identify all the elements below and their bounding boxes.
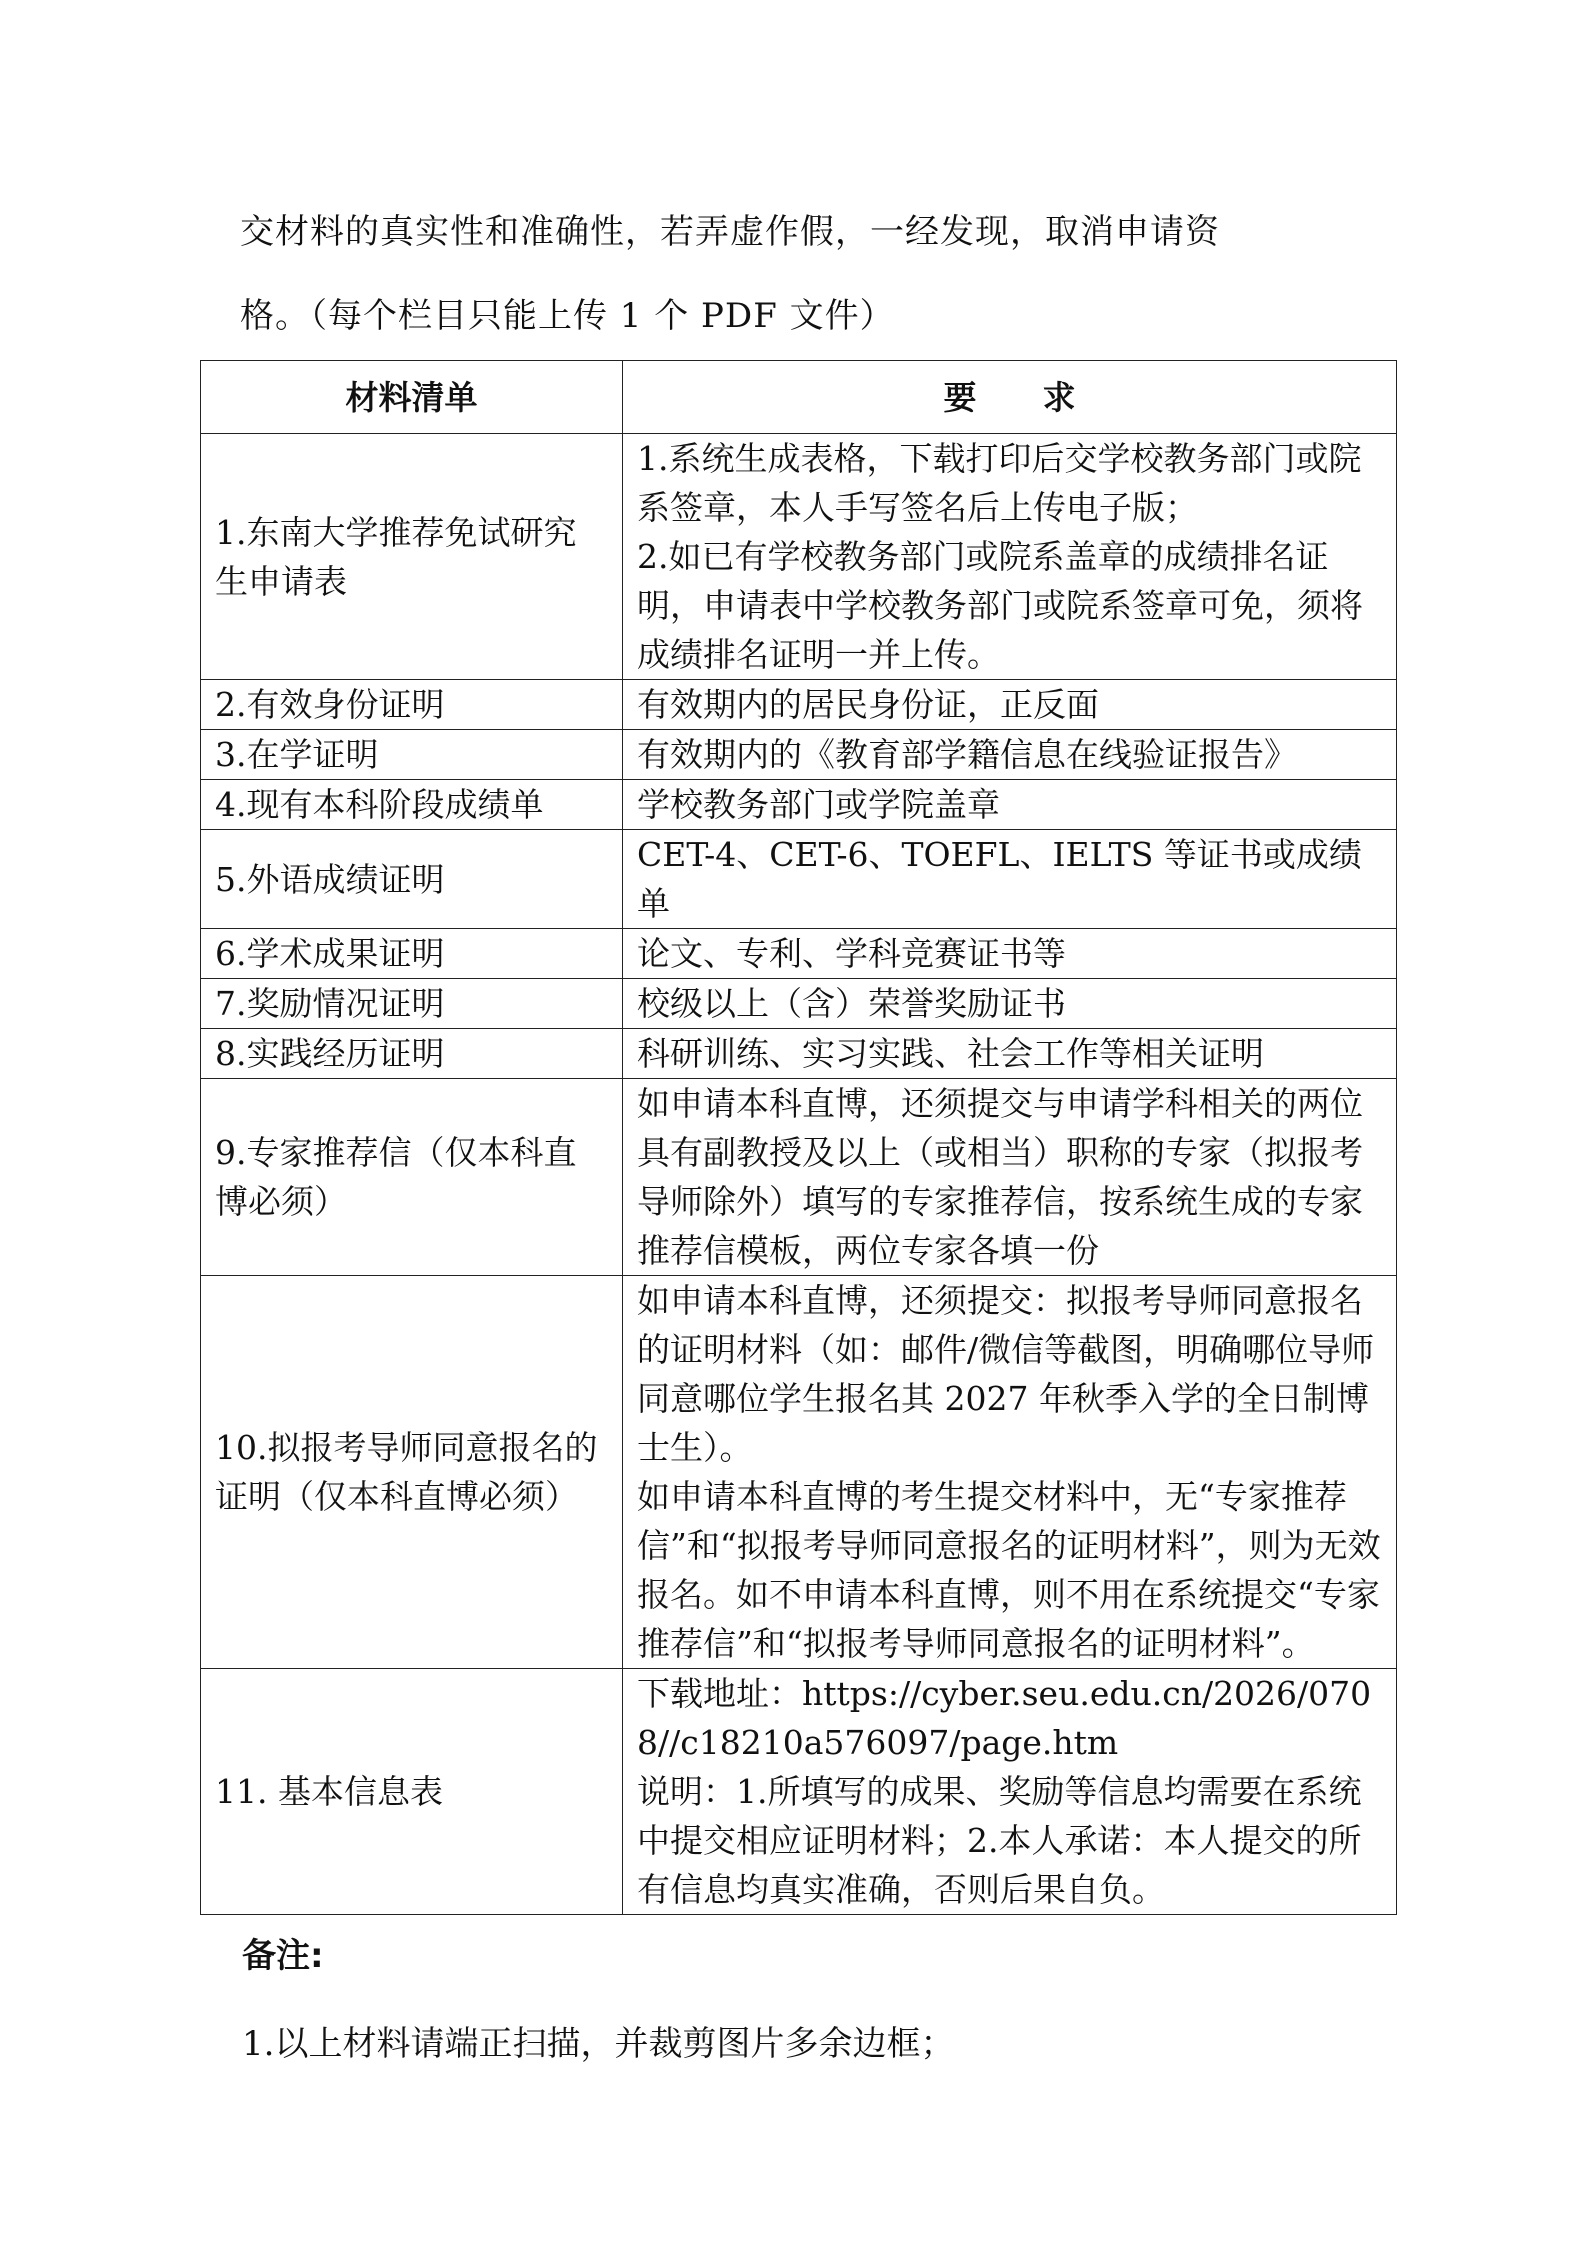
- requirement-cell: [623, 434, 1397, 680]
- requirement-cell: [623, 1029, 1397, 1079]
- material-cell: 11. 基本信息表: [201, 1669, 623, 1915]
- material-cell: 2.有效身份证明: [201, 680, 623, 730]
- material-cell: 4.现有本科阶段成绩单: [201, 780, 623, 830]
- requirement-cell: [623, 830, 1397, 929]
- requirement-text: 科研训练、实习实践、社会工作等相关证明: [637, 1034, 1264, 1073]
- table-header-row: [201, 361, 1397, 434]
- material-cell: 7.奖励情况证明: [201, 979, 623, 1029]
- requirement-text: 下载地址：https://cyber.seu.edu.cn/2026/0708//c18210a576097/page.htm: [637, 1674, 1372, 1762]
- requirement-text: 如申请本科直博，还须提交：拟报考导师同意报名的证明材料（如：邮件/微信等截图，明确哪位导师同意哪位学生报名其 2027 年秋季入学的全日制博士生）。: [637, 1281, 1375, 1467]
- requirement-text: CET-4、CET-6、TOEFL、IELTS 等证书或成绩单: [637, 835, 1362, 923]
- table-row: [201, 730, 1397, 780]
- requirement-cell: [623, 680, 1397, 730]
- requirement-text: 如申请本科直博，还须提交与申请学科相关的两位具有副教授及以上（或相当）职称的专家（拟报考导师除外）填写的专家推荐信，按系统生成的专家推荐信模板，两位专家各填一份: [637, 1084, 1363, 1270]
- material-cell: 1.东南大学推荐免试研究生申请表: [201, 434, 623, 680]
- requirement-cell: [623, 979, 1397, 1029]
- table-row: [201, 680, 1397, 730]
- material-cell: 10.拟报考导师同意报名的证明（仅本科直博必须）: [201, 1276, 623, 1669]
- table-row: [201, 830, 1397, 929]
- table-row: [201, 1029, 1397, 1079]
- requirement-text: 校级以上（含）荣誉奖励证书: [637, 984, 1066, 1023]
- requirement-text: 如申请本科直博的考生提交材料中，无“专家推荐信”和“拟报考导师同意报名的证明材料”，则为无效报名。如不申请本科直博，则不用在系统提交“专家推荐信”和“拟报考导师同意报名的证明材料”。: [637, 1477, 1381, 1663]
- note-item-1: 1.以上材料请端正扫描，并裁剪图片多余边框；: [242, 2024, 955, 2064]
- material-cell: 6.学术成果证明: [201, 929, 623, 979]
- materials-table: [200, 360, 1397, 1915]
- requirement-cell: [623, 1079, 1397, 1276]
- header-material: 材料清单: [201, 361, 623, 434]
- table-row: [201, 929, 1397, 979]
- intro-line-2: 格。（每个栏目只能上传 1 个 PDF 文件）: [240, 296, 895, 336]
- requirement-text: 有效期内的《教育部学籍信息在线验证报告》: [637, 735, 1297, 774]
- table-body: [201, 434, 1397, 1915]
- requirement-cell: [623, 1669, 1397, 1915]
- table-row: [201, 1079, 1397, 1276]
- table-row: [201, 780, 1397, 830]
- requirement-text: 1.系统生成表格，下载打印后交学校教务部门或院系签章，本人手写签名后上传电子版；: [637, 439, 1362, 527]
- requirement-cell: [623, 1276, 1397, 1669]
- requirement-cell: [623, 929, 1397, 979]
- header-requirements: 要 求: [623, 361, 1397, 434]
- material-cell: 3.在学证明: [201, 730, 623, 780]
- requirement-cell: [623, 730, 1397, 780]
- table-row: [201, 1276, 1397, 1669]
- requirement-text: 学校教务部门或学院盖章: [637, 785, 1000, 824]
- material-cell: 8.实践经历证明: [201, 1029, 623, 1079]
- table-row: [201, 434, 1397, 680]
- requirement-cell: [623, 780, 1397, 830]
- material-cell: 5.外语成绩证明: [201, 830, 623, 929]
- intro-line-1: 交材料的真实性和准确性，若弄虚作假，一经发现，取消申请资: [240, 212, 1220, 252]
- table-row: [201, 979, 1397, 1029]
- requirement-text: 说明：1.所填写的成果、奖励等信息均需要在系统中提交相应证明材料；2.本人承诺：本人提交的所有信息均真实准确，否则后果自负。: [637, 1772, 1362, 1909]
- material-cell: 9.专家推荐信（仅本科直博必须）: [201, 1079, 623, 1276]
- notes-title: 备注:: [242, 1936, 324, 1976]
- requirement-text: 论文、专利、学科竞赛证书等: [637, 934, 1066, 973]
- table-row: [201, 1669, 1397, 1915]
- requirement-text: 有效期内的居民身份证，正反面: [637, 685, 1099, 724]
- requirement-text: 2.如已有学校教务部门或院系盖章的成绩排名证明，申请表中学校教务部门或院系签章可免，须将成绩排名证明一并上传。: [637, 537, 1363, 674]
